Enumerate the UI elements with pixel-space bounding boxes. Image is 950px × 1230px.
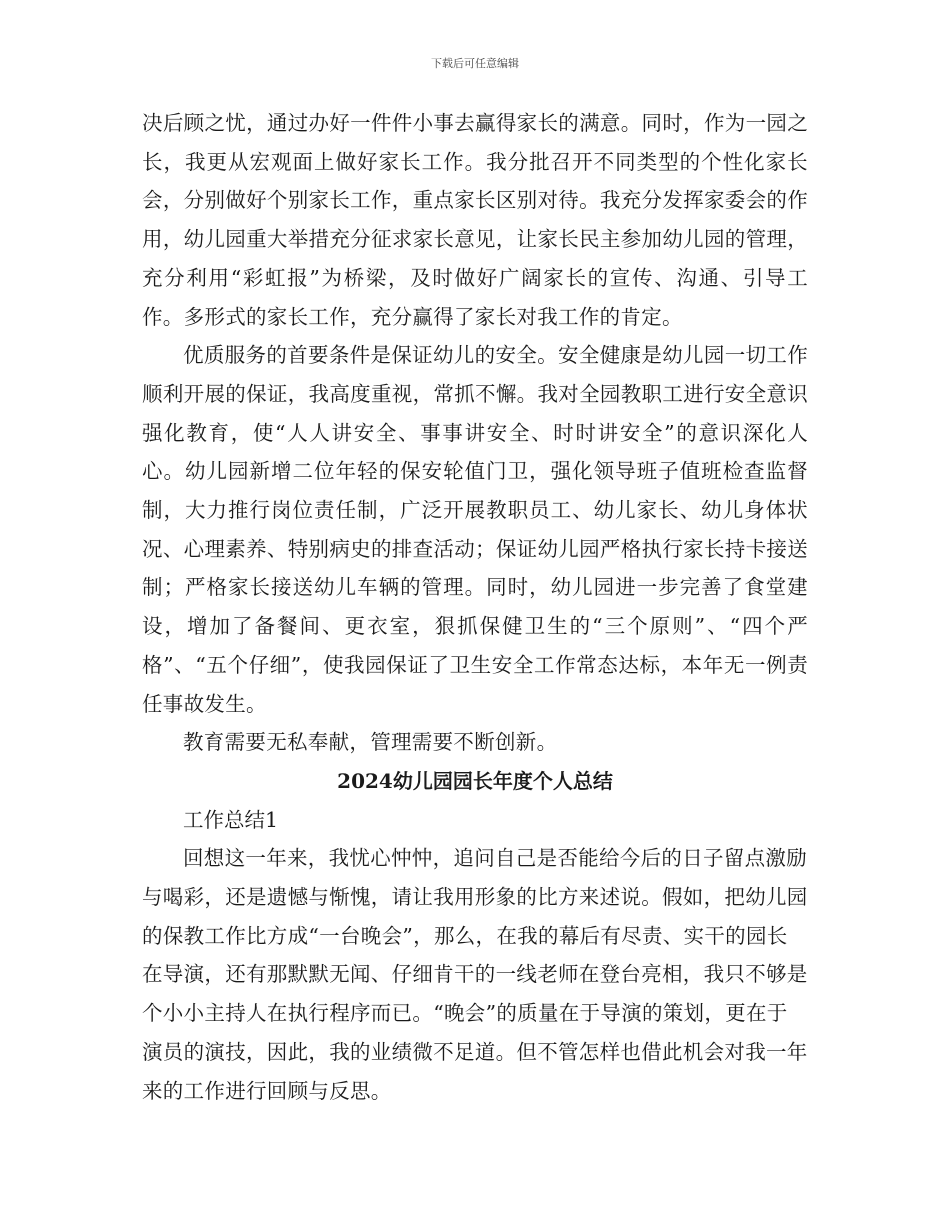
document-body [142, 104, 808, 1110]
section-title: 2024幼儿园园长年度个人总结 [337, 768, 613, 793]
section-subheading: 工作总结1 [183, 807, 279, 832]
page-header: 下载后可任意编辑 [431, 57, 519, 70]
paragraph-safety: 优质服务的首要条件是保证幼儿的安全。安全健康是幼儿园一切工作顺利开展的保证，我高度重视，常抓不懈。我对全园教职工进行安全意识强化教育，使“人人讲安全、事事讲安全、时时讲安全”的意识深化人心。幼儿园新增二位年轻的保安轮值门卫，强化领导班子值班检查监督制，大力推行岗位责任制，广泛开展教职员工、幼儿家长、幼儿身体状况、心理素养、特别病史的排查活动；保证幼儿园严格执行家长持卡接送制；严格家长接送幼儿车辆的管理。同时，幼儿园进一步完善了食堂建设，增加了备餐间、更衣室，狠抓保健卫生的“三个原则”、“四个严格”、“五个仔细”，使我园保证了卫生安全工作常态达标，本年无一例责任事故发生。 [142, 343, 808, 716]
paragraph-closing: 教育需要无私奉献，管理需要不断创新。 [183, 730, 558, 755]
paragraph-parent-work: 决后顾之忧，通过办好一件件小事去赢得家长的满意。同时，作为一园之长，我更从宏观面上做好家长工作。我分批召开不同类型的个性化家长会，分别做好个别家长工作，重点家长区别对待。我充分发挥家委会的作用，幼儿园重大举措充分征求家长意见，让家长民主参加幼儿园的管理，充分利用“彩虹报”为桥梁，及时做好广阔家长的宣传、沟通、引导工作。多形式的家长工作，充分赢得了家长对我工作的肯定。 [142, 111, 808, 329]
paragraph-reflection: 回想这一年来，我忧心忡忡，追问自己是否能给今后的日子留点激励与喝彩，还是遗憾与惭愧，请让我用形象的比方来述说。假如，把幼儿园的保教工作比方成“一台晚会”，那么，在我的幕后有尽责、实干的园长在导演，还有那默默无闻、仔细肯干的一线老师在登台亮相，我只不够是个小小主持人在执行程序而已。“晚会”的质量在于导演的策划，更在于演员的演技，因此，我的业绩微不足道。但不管怎样也借此机会对我一年来的工作进行回顾与反思。 [142, 846, 808, 1103]
